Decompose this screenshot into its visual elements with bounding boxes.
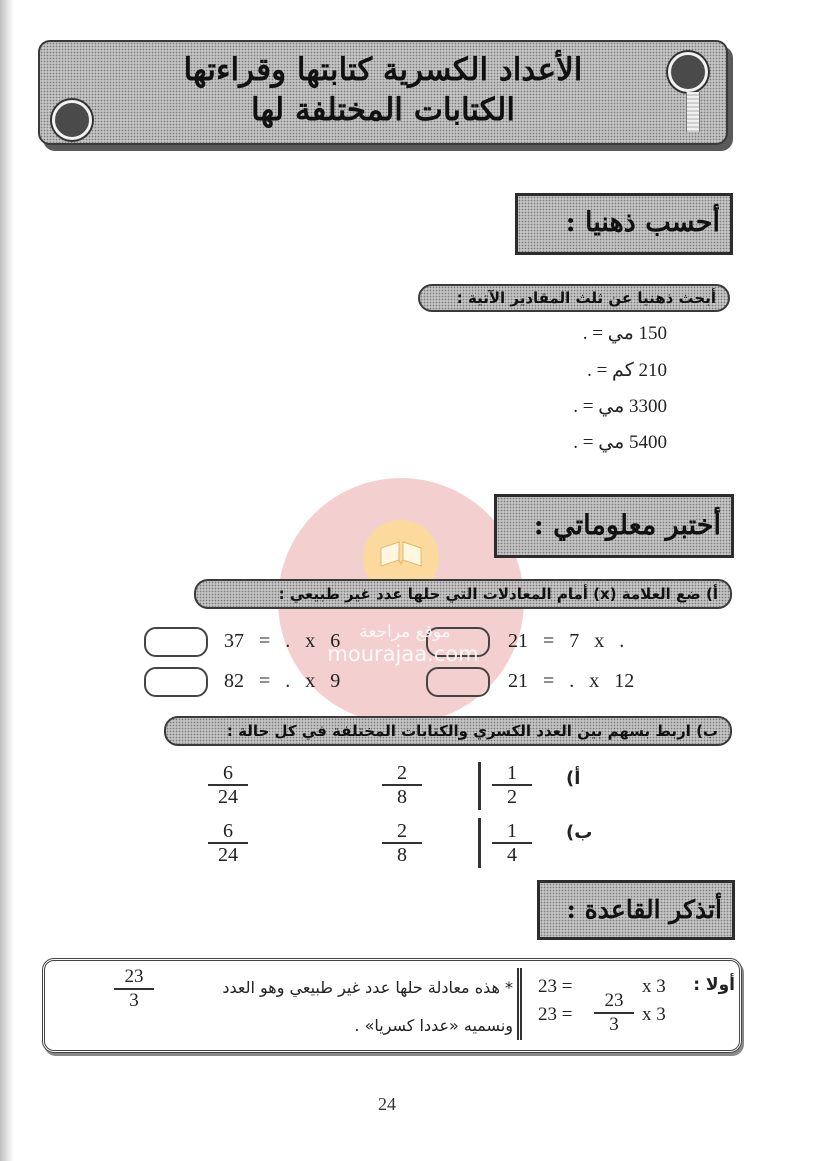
row-label: أ) bbox=[566, 768, 581, 789]
divider-bar bbox=[478, 762, 481, 810]
rule-eq1-right: x 3 bbox=[642, 976, 666, 997]
section-header-test: أختبر معلوماتي : bbox=[494, 494, 734, 558]
fraction-option[interactable]: 6 24 bbox=[206, 820, 250, 866]
title-banner bbox=[38, 40, 728, 145]
equation: 37 = . x 6 bbox=[224, 630, 341, 652]
fraction-option[interactable]: 2 8 bbox=[380, 820, 424, 866]
equation: 82 = . x 9 bbox=[224, 670, 341, 692]
instruction-mental-calc: أبحث ذهنيا عن ثلث المقادير الآتية : bbox=[418, 284, 730, 312]
page-edge-shadow bbox=[0, 0, 14, 1161]
fraction-option[interactable]: 2 8 bbox=[380, 762, 424, 808]
ring-ornament-icon bbox=[52, 100, 92, 140]
section-header-rule: أتذكر القاعدة : bbox=[537, 880, 735, 940]
row-label: ب) bbox=[566, 822, 593, 843]
equation: 21 = . x 12 bbox=[508, 670, 635, 692]
page-title bbox=[40, 50, 726, 130]
answer-checkbox[interactable] bbox=[144, 627, 208, 657]
rule-eq2-right: x 3 bbox=[642, 1004, 666, 1025]
page-number: 24 bbox=[378, 1094, 396, 1114]
rule-eq2-fraction: 23 3 bbox=[592, 990, 636, 1036]
fraction-main: 1 2 bbox=[490, 762, 534, 808]
rule-explanation-line1: * هذه معادلة حلها عدد غير طبيعي وهو العدد bbox=[222, 978, 513, 997]
section-header-mental-calc: أحسب ذهنيا : bbox=[515, 193, 733, 255]
title-line-2: الكتابات المختلفة لها bbox=[251, 92, 515, 128]
fraction-option[interactable]: 6 24 bbox=[206, 762, 250, 808]
conversion-item: 3300 مي = . bbox=[573, 396, 667, 417]
rule-divider bbox=[517, 968, 522, 1040]
rule-eq2-left: 23 = bbox=[538, 1004, 573, 1025]
watermark-text-latin: mourajaa.com bbox=[327, 642, 479, 666]
rule-text-fraction: 23 3 bbox=[112, 966, 156, 1012]
divider-bar bbox=[478, 818, 481, 868]
fraction-main: 1 4 bbox=[490, 820, 534, 866]
conversion-item: 5400 مي = . bbox=[573, 432, 667, 453]
instruction-part-a: أ) ضع العلامة (x) أمام المعادلات التي حلها عدد غير طبيعي : bbox=[194, 579, 732, 609]
answer-checkbox[interactable] bbox=[144, 667, 208, 697]
answer-checkbox[interactable] bbox=[426, 667, 490, 697]
rule-label: أولا : bbox=[693, 975, 735, 995]
ring-stick-ornament bbox=[686, 92, 700, 132]
conversion-item: 150 مي = . bbox=[582, 323, 667, 344]
instruction-part-b: ب) اربط بسهم بين العدد الكسري والكتابات المختلفة في كل حالة : bbox=[164, 716, 732, 746]
conversion-item: 210 كم = . bbox=[587, 360, 667, 381]
equation: 21 = 7 x . bbox=[508, 630, 625, 652]
watermark-text-arabic: موقع مراجعة bbox=[359, 622, 451, 642]
rule-explanation-line2: ونسميه «عددا كسريا» . bbox=[354, 1016, 513, 1035]
ring-ornament-icon bbox=[668, 52, 708, 92]
title-line-1: الأعداد الكسرية كتابتها وقراءتها bbox=[183, 52, 583, 88]
rule-eq1-left: 23 = bbox=[538, 976, 573, 997]
